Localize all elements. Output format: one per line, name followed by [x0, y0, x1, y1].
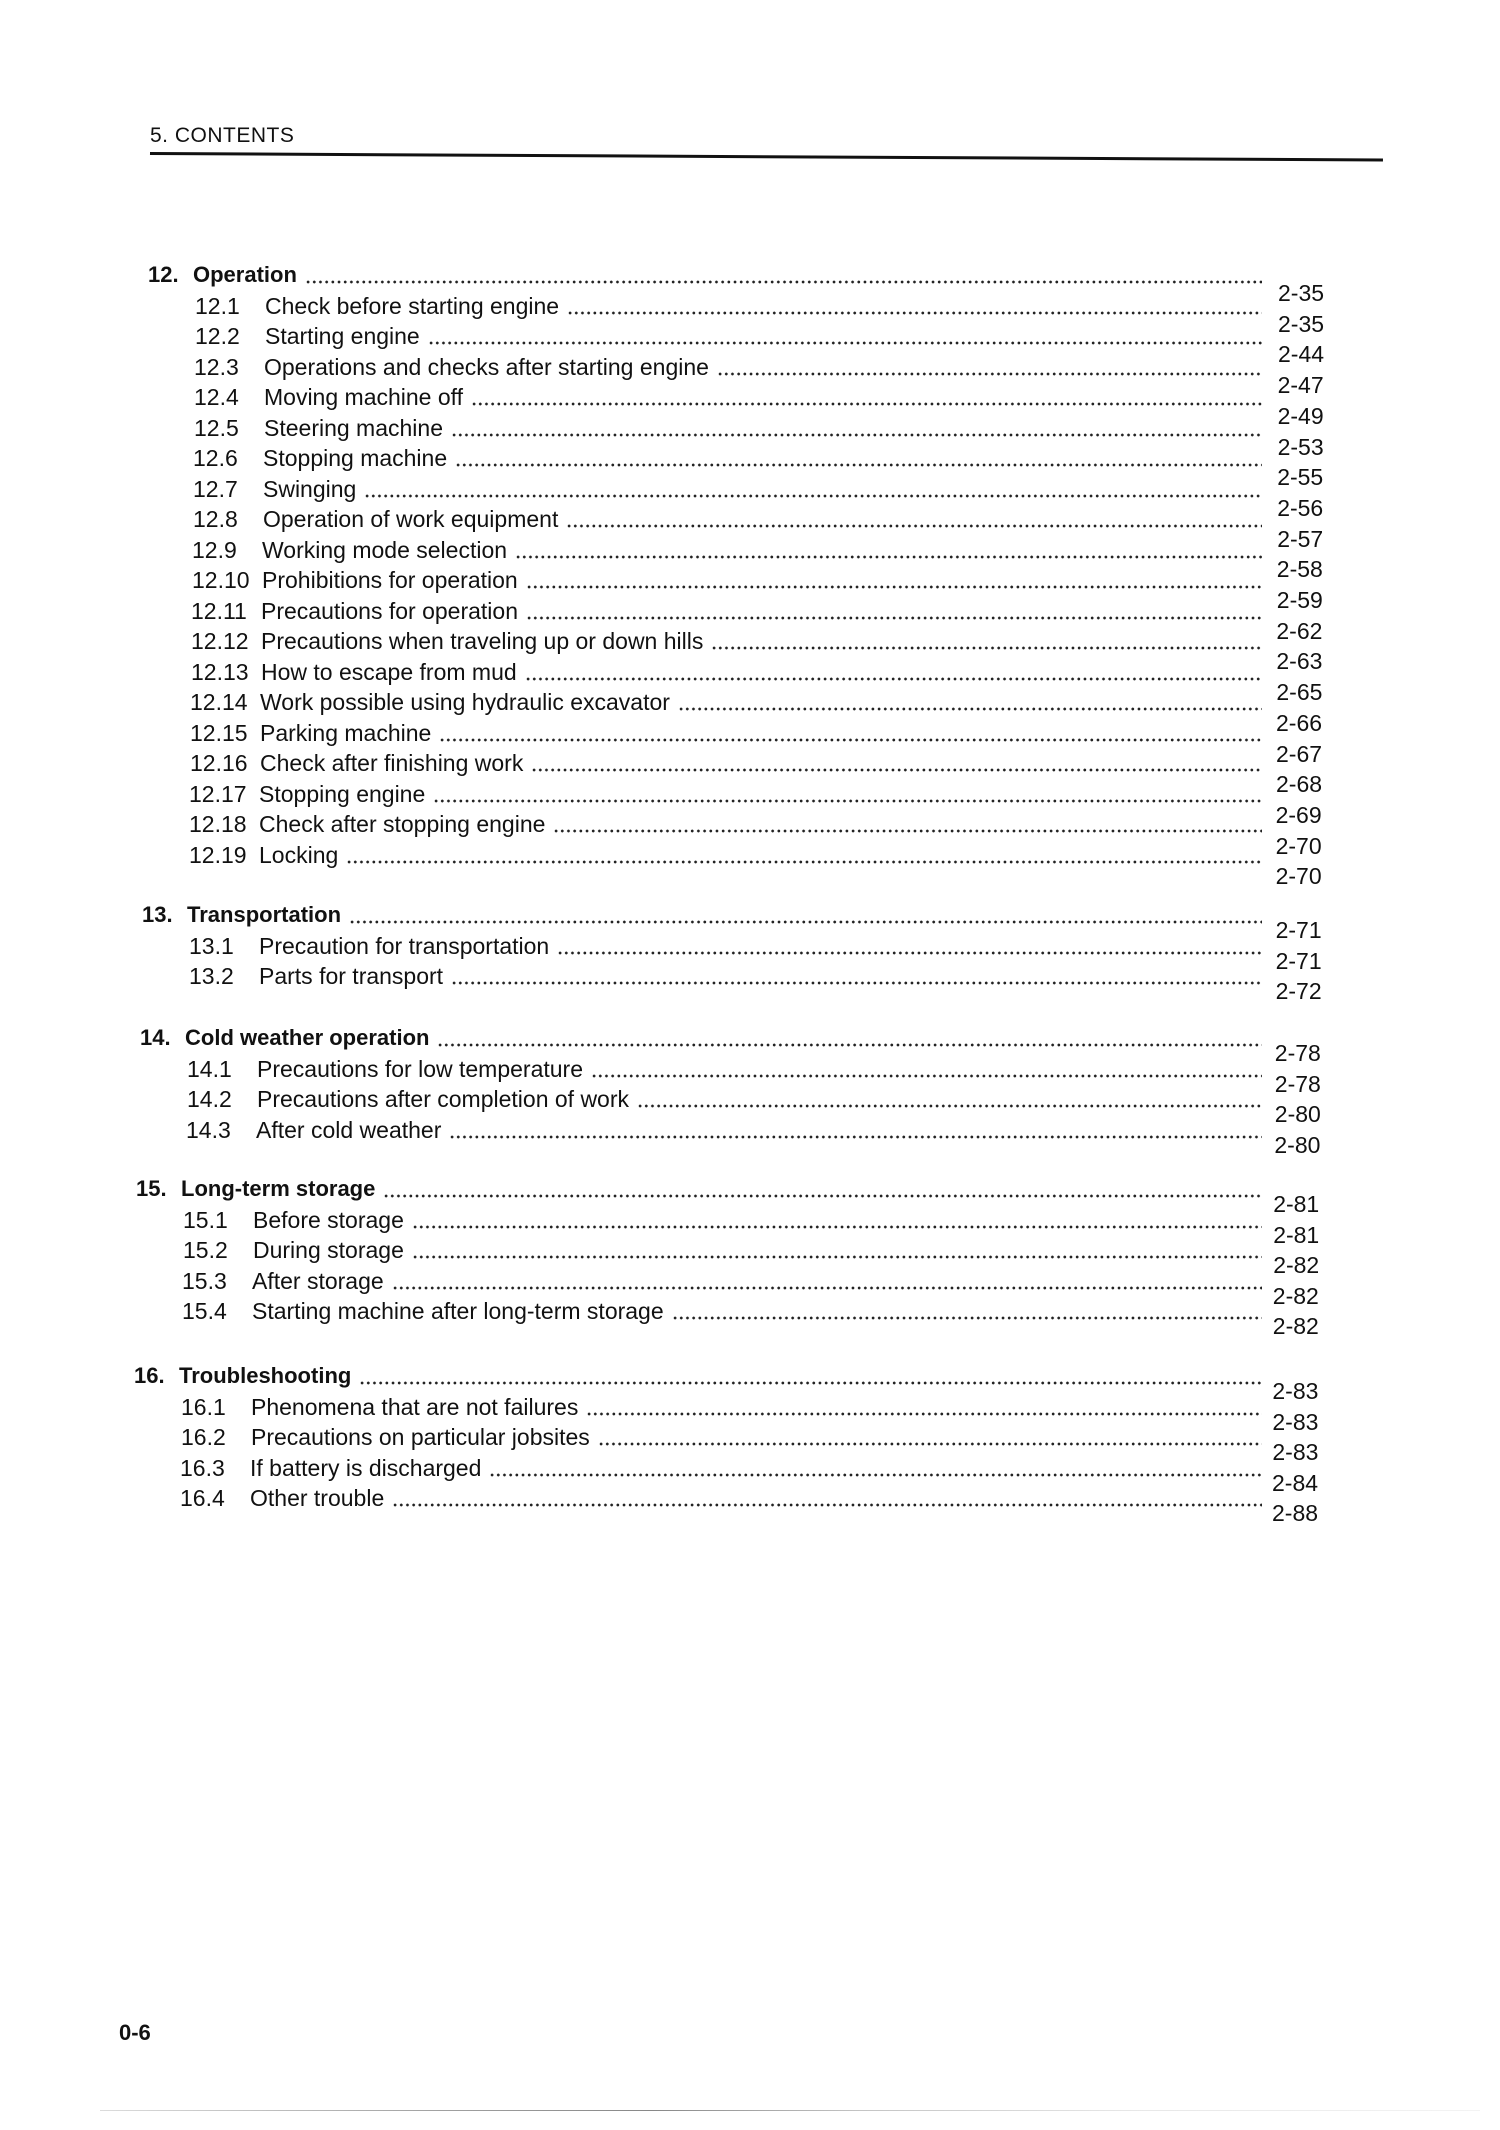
item-title: Stopping engine: [259, 781, 426, 807]
page-reference: 2-53: [1277, 434, 1324, 460]
toc-item[interactable]: [0, 781, 1494, 811]
toc-item[interactable]: [0, 1455, 1485, 1485]
item-number: 12.11: [191, 598, 247, 624]
dot-leader: [349, 920, 1262, 924]
page-reference: 2-80: [1274, 1132, 1321, 1158]
dot-leader: [449, 1135, 1262, 1139]
item-title: Operations and checks after starting engine: [264, 354, 709, 380]
item-number: 13.1: [189, 933, 234, 959]
toc-item[interactable]: [0, 1086, 1492, 1116]
item-title: After cold weather: [256, 1117, 442, 1143]
header-rule: [150, 152, 1383, 161]
toc-item[interactable]: [0, 1298, 1487, 1328]
page-reference: 2-66: [1276, 710, 1323, 736]
item-number: 16.4: [180, 1485, 225, 1511]
item-title: Steering machine: [264, 415, 443, 441]
item-number: 12.7: [193, 476, 238, 502]
item-number: 12.8: [193, 506, 238, 532]
dot-leader: [586, 1412, 1262, 1416]
item-number: 12.19: [189, 842, 247, 868]
item-title: Precaution for transportation: [259, 933, 550, 959]
toc-item[interactable]: [0, 293, 1500, 323]
item-title: Starting engine: [265, 323, 420, 349]
toc-item[interactable]: [0, 445, 1498, 475]
toc-section-heading[interactable]: [0, 1176, 1488, 1206]
item-number: 13.2: [189, 963, 234, 989]
page-reference: 2-82: [1272, 1283, 1319, 1309]
page-reference: 2-83: [1272, 1439, 1319, 1465]
dot-leader: [526, 616, 1262, 620]
page-reference: 2-69: [1275, 802, 1322, 828]
page-reference: 2-56: [1277, 495, 1324, 521]
dot-leader: [567, 311, 1262, 315]
dot-leader: [412, 1225, 1262, 1229]
dot-leader: [717, 372, 1262, 376]
item-number: 14.1: [187, 1056, 232, 1082]
dot-leader: [383, 1194, 1262, 1198]
toc-section-heading[interactable]: [0, 262, 1500, 292]
page-reference: 2-72: [1275, 978, 1322, 1004]
item-title: Working mode selection: [262, 537, 508, 563]
page-reference: 2-65: [1276, 679, 1323, 705]
section-title: Troubleshooting: [179, 1363, 352, 1388]
toc-item[interactable]: [0, 720, 1495, 750]
page-reference: 2-44: [1278, 341, 1325, 367]
item-number: 12.18: [189, 811, 247, 837]
dot-leader: [515, 555, 1262, 559]
toc-item[interactable]: [0, 1485, 1485, 1515]
dot-leader: [489, 1473, 1262, 1477]
item-number: 15.4: [182, 1298, 227, 1324]
item-title: Precautions after completion of work: [257, 1086, 630, 1112]
toc-item[interactable]: [0, 1056, 1492, 1086]
toc-section-heading[interactable]: [0, 1025, 1492, 1055]
dot-leader: [455, 463, 1262, 467]
dot-leader: [637, 1104, 1262, 1108]
dot-leader: [598, 1442, 1262, 1446]
item-title: After storage: [252, 1268, 384, 1294]
page-reference: 2-83: [1272, 1378, 1319, 1404]
page-reference: 2-47: [1277, 372, 1324, 398]
dot-leader: [553, 829, 1262, 833]
toc-item[interactable]: [0, 1207, 1488, 1237]
item-title: Precautions when traveling up or down hills: [261, 628, 704, 654]
toc-item[interactable]: [0, 598, 1496, 628]
item-title: Precautions for operation: [261, 598, 518, 624]
item-title: Check before starting engine: [265, 293, 560, 319]
item-title: Other trouble: [250, 1485, 385, 1511]
page-reference: 2-82: [1272, 1313, 1319, 1339]
page-reference: 2-78: [1274, 1040, 1321, 1066]
toc-section-heading[interactable]: [0, 902, 1494, 932]
item-title: During storage: [253, 1237, 404, 1263]
item-title: Parts for transport: [259, 963, 444, 989]
item-title: Prohibitions for operation: [262, 567, 518, 593]
item-number: 12.4: [194, 384, 239, 410]
toc-item[interactable]: [0, 567, 1497, 597]
dot-leader: [526, 585, 1262, 589]
item-title: Operation of work equipment: [263, 506, 559, 532]
page-reference: 2-78: [1274, 1071, 1321, 1097]
toc-item[interactable]: [0, 1394, 1486, 1424]
toc-item[interactable]: [0, 384, 1499, 414]
dot-leader: [433, 799, 1262, 803]
toc-item[interactable]: [0, 1424, 1486, 1454]
page-reference: 2-81: [1273, 1191, 1320, 1217]
page-reference: 2-71: [1275, 917, 1322, 943]
scan-artifact-line: [100, 2110, 1480, 2111]
section-number: 15.: [136, 1176, 167, 1201]
dot-leader: [531, 768, 1262, 772]
toc-item[interactable]: [0, 537, 1497, 567]
item-title: Stopping machine: [263, 445, 448, 471]
item-number: 15.3: [182, 1268, 227, 1294]
item-number: 16.2: [181, 1424, 226, 1450]
toc-item[interactable]: [0, 689, 1495, 719]
dot-leader: [364, 494, 1262, 498]
item-number: 12.10: [192, 567, 250, 593]
page-reference: 2-67: [1276, 741, 1323, 767]
section-title: Operation: [193, 262, 297, 287]
toc-item[interactable]: [0, 842, 1494, 872]
item-number: 12.1: [195, 293, 240, 319]
item-number: 16.1: [181, 1394, 226, 1420]
item-number: 12.14: [190, 689, 248, 715]
toc-item[interactable]: [0, 1268, 1487, 1298]
page-reference: 2-81: [1273, 1222, 1320, 1248]
dot-leader: [471, 402, 1262, 406]
item-number: 12.13: [191, 659, 249, 685]
page-reference: 2-88: [1272, 1500, 1319, 1526]
item-title: Precautions for low temperature: [257, 1056, 583, 1082]
dot-leader: [451, 433, 1262, 437]
item-title: How to escape from mud: [261, 659, 517, 685]
item-number: 12.3: [194, 354, 239, 380]
item-title: Check after stopping engine: [259, 811, 546, 837]
dot-leader: [672, 1316, 1262, 1320]
toc-item[interactable]: [0, 933, 1494, 963]
toc-item[interactable]: [0, 811, 1494, 841]
page-reference: 2-63: [1276, 648, 1323, 674]
item-title: Swinging: [263, 476, 357, 502]
item-number: 12.17: [189, 781, 247, 807]
section-title: Cold weather operation: [185, 1025, 430, 1050]
page-reference: 2-82: [1273, 1252, 1320, 1278]
toc-item[interactable]: [0, 1237, 1488, 1267]
toc-item[interactable]: [0, 659, 1496, 689]
dot-leader: [451, 981, 1262, 985]
page-reference: 2-59: [1276, 587, 1323, 613]
toc-item[interactable]: [0, 323, 1500, 353]
page-reference: 2-68: [1276, 771, 1323, 797]
page-reference: 2-35: [1278, 311, 1325, 337]
dot-leader: [305, 280, 1262, 284]
item-title: Before storage: [253, 1207, 404, 1233]
item-number: 12.2: [195, 323, 240, 349]
item-title: Starting machine after long-term storage: [252, 1298, 664, 1324]
page-reference: 2-70: [1275, 833, 1322, 859]
page-reference: 2-84: [1272, 1470, 1319, 1496]
item-title: Parking machine: [260, 720, 432, 746]
dot-leader: [525, 677, 1262, 681]
dot-leader: [346, 860, 1262, 864]
page-reference: 2-80: [1274, 1101, 1321, 1127]
dot-leader: [392, 1503, 1262, 1507]
page-reference: 2-70: [1275, 863, 1322, 889]
page-reference: 2-58: [1276, 556, 1323, 582]
footer-page-number: 0-6: [119, 2020, 151, 2045]
section-title: Long-term storage: [181, 1176, 376, 1201]
item-title: Precautions on particular jobsites: [251, 1424, 590, 1450]
toc-item[interactable]: [0, 963, 1494, 993]
dot-leader: [711, 646, 1262, 650]
page-reference: 2-57: [1277, 526, 1324, 552]
item-number: 15.2: [183, 1237, 228, 1263]
section-number: 13.: [142, 902, 173, 927]
item-number: 12.12: [191, 628, 249, 654]
item-number: 12.16: [190, 750, 248, 776]
item-title: Phenomena that are not failures: [251, 1394, 579, 1420]
page-reference: 2-83: [1272, 1409, 1319, 1435]
page-reference: 2-55: [1277, 464, 1324, 490]
item-number: 14.2: [187, 1086, 232, 1112]
item-title: Check after finishing work: [260, 750, 524, 776]
toc-item[interactable]: [0, 506, 1498, 536]
toc-section-heading[interactable]: [0, 1363, 1486, 1393]
dot-leader: [392, 1286, 1262, 1290]
dot-leader: [428, 341, 1262, 345]
item-number: 12.15: [190, 720, 248, 746]
dot-leader: [359, 1381, 1262, 1385]
header-title: 5. CONTENTS: [150, 124, 295, 147]
item-title: Work possible using hydraulic excavator: [260, 689, 670, 715]
toc-item[interactable]: [0, 354, 1499, 384]
dot-leader: [678, 707, 1262, 711]
item-title: Moving machine off: [264, 384, 464, 410]
item-number: 12.5: [194, 415, 239, 441]
toc-item[interactable]: [0, 750, 1495, 780]
page-reference: 2-71: [1275, 948, 1322, 974]
dot-leader: [439, 738, 1262, 742]
dot-leader: [566, 524, 1262, 528]
toc-item[interactable]: [0, 628, 1496, 658]
section-title: Transportation: [187, 902, 342, 927]
dot-leader: [557, 951, 1262, 955]
section-number: 14.: [140, 1025, 171, 1050]
dot-leader: [437, 1043, 1262, 1047]
dot-leader: [591, 1074, 1262, 1078]
item-title: If battery is discharged: [250, 1455, 482, 1481]
item-number: 12.9: [192, 537, 237, 563]
section-number: 16.: [134, 1363, 165, 1388]
item-title: Locking: [259, 842, 339, 868]
dot-leader: [412, 1255, 1262, 1259]
section-number: 12.: [148, 262, 179, 287]
page-reference: 2-62: [1276, 618, 1323, 644]
toc-item[interactable]: [0, 476, 1498, 506]
item-number: 15.1: [183, 1207, 228, 1233]
item-number: 14.3: [186, 1117, 231, 1143]
page-reference: 2-49: [1277, 403, 1324, 429]
toc-item[interactable]: [0, 1117, 1491, 1147]
item-number: 16.3: [180, 1455, 225, 1481]
toc-item[interactable]: [0, 415, 1499, 445]
page-reference: 2-35: [1278, 280, 1325, 306]
item-number: 12.6: [193, 445, 238, 471]
